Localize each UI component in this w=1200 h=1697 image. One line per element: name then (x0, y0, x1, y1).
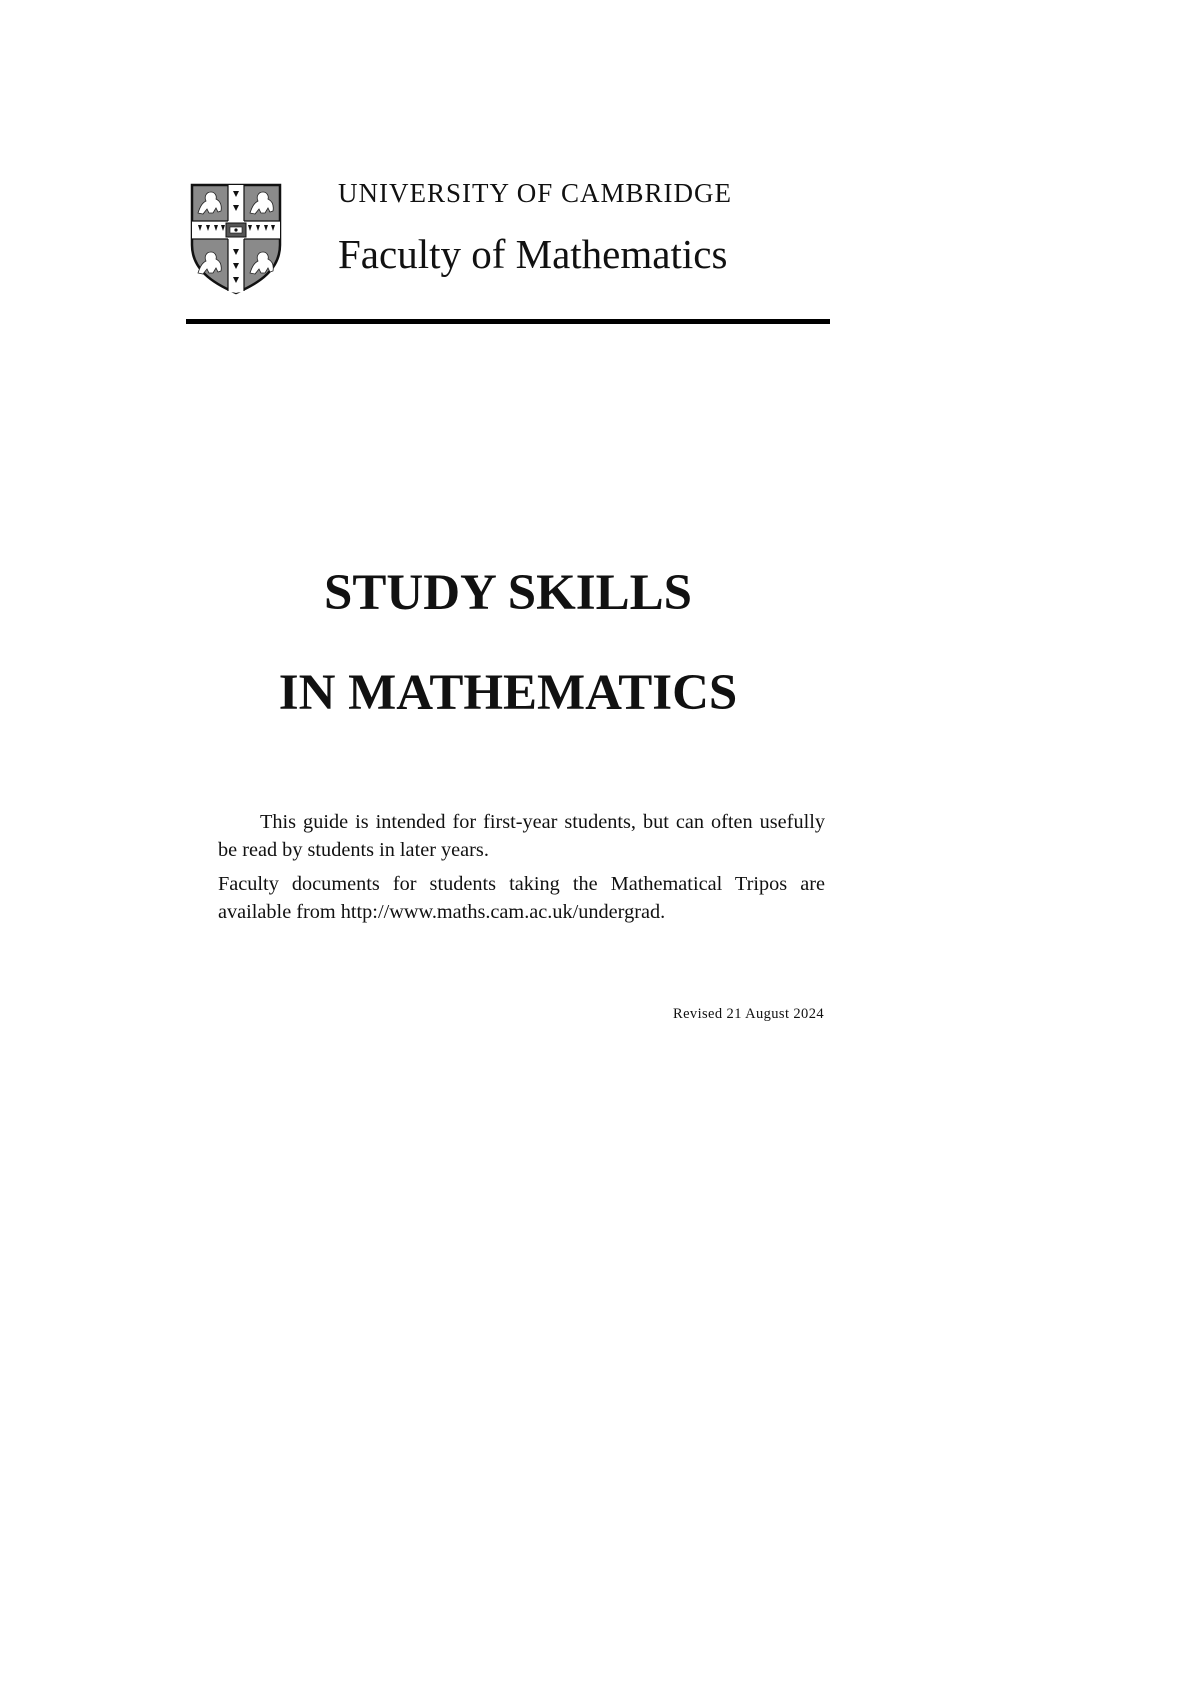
intro-paragraph-1: This guide is intended for first-year students, but can often usefully be read by students in later years. (218, 811, 825, 861)
university-name: UNIVERSITY OF CAMBRIDGE (338, 178, 733, 208)
document-title-line-1: STUDY SKILLS (323, 565, 692, 621)
revision-date: Revised 21 August 2024 (673, 1006, 824, 1022)
document-title-line-2: IN MATHEMATICS (278, 665, 738, 721)
university-crest-icon (190, 183, 282, 295)
faculty-name: Faculty of Mathematics (338, 231, 728, 277)
intro-paragraph-2: Faculty documents for students taking the Mathematical Tripos are available from http://www.maths.cam.ac.uk/undergrad. (218, 873, 825, 923)
intro-text (218, 808, 825, 926)
header-divider (186, 319, 830, 324)
